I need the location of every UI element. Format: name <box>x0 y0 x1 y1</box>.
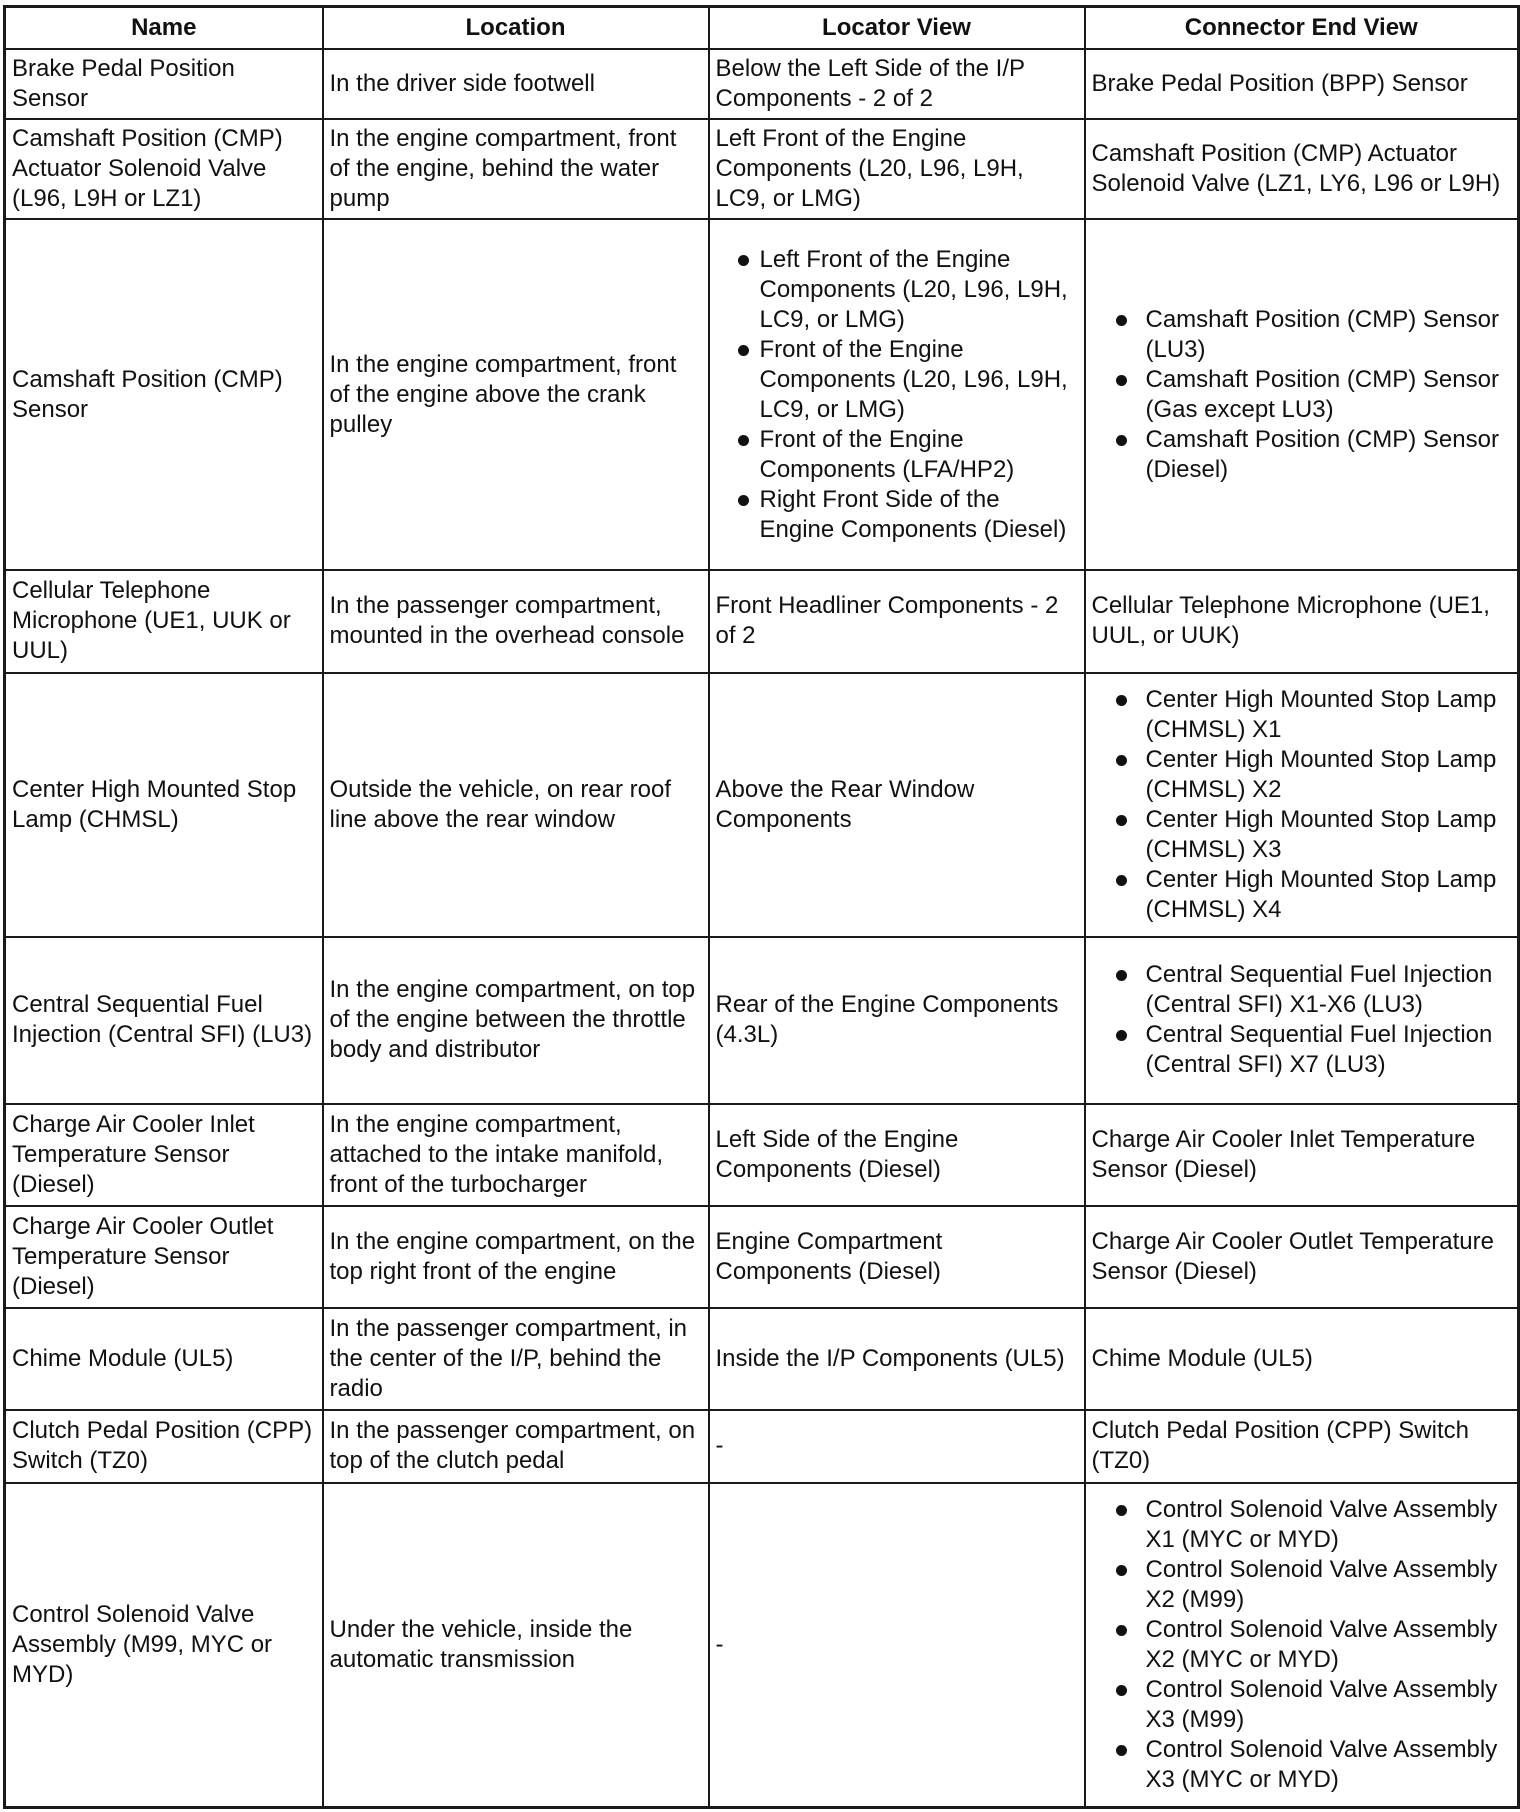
cell-location: In the passenger compartment, mounted in the overhead console <box>323 570 709 672</box>
cell-locator-view: - <box>709 1410 1085 1482</box>
connector-list-item: Center High Mounted Stop Lamp (CHMSL) X3 <box>1092 805 1512 865</box>
table-row <box>5 570 1519 672</box>
table-row <box>5 1410 1519 1482</box>
cell-connector-end-view: Charge Air Cooler Outlet Temperature Sensor (Diesel) <box>1085 1206 1519 1308</box>
cell-locator-view: Inside the I/P Components (UL5) <box>709 1308 1085 1410</box>
locator-list-item: Front of the Engine Components (L20, L96, L9H, LC9, or LMG) <box>716 335 1078 425</box>
cell-connector-end-view: Chime Module (UL5) <box>1085 1308 1519 1410</box>
cell-name: Chime Module (UL5) <box>5 1308 323 1410</box>
cell-location: In the driver side footwell <box>323 49 709 119</box>
cell-locator-view: - <box>709 1483 1085 1808</box>
cell-name: Center High Mounted Stop Lamp (CHMSL) <box>5 673 323 938</box>
cell-name: Charge Air Cooler Outlet Temperature Sensor (Diesel) <box>5 1206 323 1308</box>
table-header-row <box>5 7 1519 50</box>
connector-list-item: Control Solenoid Valve Assembly X2 (MYC or MYD) <box>1092 1615 1512 1675</box>
connector-list-item: Control Solenoid Valve Assembly X3 (MYC or MYD) <box>1092 1735 1512 1795</box>
cell-name: Clutch Pedal Position (CPP) Switch (TZ0) <box>5 1410 323 1482</box>
cell-name: Camshaft Position (CMP) Actuator Solenoid Valve (L96, L9H or LZ1) <box>5 119 323 219</box>
cell-connector-end-view <box>1085 673 1519 938</box>
table-row <box>5 1104 1519 1206</box>
connector-list-item: Center High Mounted Stop Lamp (CHMSL) X1 <box>1092 685 1512 745</box>
cell-connector-end-view: Charge Air Cooler Inlet Temperature Sensor (Diesel) <box>1085 1104 1519 1206</box>
connector-list-item: Central Sequential Fuel Injection (Central SFI) X7 (LU3) <box>1092 1020 1512 1080</box>
table-row <box>5 937 1519 1103</box>
connector-list-item: Central Sequential Fuel Injection (Central SFI) X1-X6 (LU3) <box>1092 960 1512 1020</box>
cell-name: Charge Air Cooler Inlet Temperature Sensor (Diesel) <box>5 1104 323 1206</box>
table-row <box>5 673 1519 938</box>
component-locator-table <box>3 5 1520 1809</box>
cell-locator-view <box>709 219 1085 570</box>
cell-name: Camshaft Position (CMP) Sensor <box>5 219 323 570</box>
table-row <box>5 49 1519 119</box>
connector-list-item: Center High Mounted Stop Lamp (CHMSL) X4 <box>1092 865 1512 925</box>
cell-connector-end-view: Clutch Pedal Position (CPP) Switch (TZ0) <box>1085 1410 1519 1482</box>
connector-list-item: Control Solenoid Valve Assembly X1 (MYC or MYD) <box>1092 1495 1512 1555</box>
connector-list-item: Camshaft Position (CMP) Sensor (LU3) <box>1092 305 1512 365</box>
cell-connector-end-view: Cellular Telephone Microphone (UE1, UUL, or UUK) <box>1085 570 1519 672</box>
connector-list-item: Center High Mounted Stop Lamp (CHMSL) X2 <box>1092 745 1512 805</box>
cell-name: Brake Pedal Position Sensor <box>5 49 323 119</box>
cell-locator-view: Left Front of the Engine Components (L20, L96, L9H, LC9, or LMG) <box>709 119 1085 219</box>
cell-locator-view: Below the Left Side of the I/P Components - 2 of 2 <box>709 49 1085 119</box>
locator-list-item: Front of the Engine Components (LFA/HP2) <box>716 425 1078 485</box>
cell-connector-end-view: Brake Pedal Position (BPP) Sensor <box>1085 49 1519 119</box>
cell-location: In the engine compartment, attached to the intake manifold, front of the turbocharger <box>323 1104 709 1206</box>
cell-location: In the engine compartment, on top of the engine between the throttle body and distributor <box>323 937 709 1103</box>
cell-locator-view: Left Side of the Engine Components (Diesel) <box>709 1104 1085 1206</box>
locator-list-item: Right Front Side of the Engine Components (Diesel) <box>716 485 1078 545</box>
locator-list-item: Left Front of the Engine Components (L20, L96, L9H, LC9, or LMG) <box>716 245 1078 335</box>
header-name: Name <box>5 7 323 50</box>
table-row <box>5 219 1519 570</box>
cell-locator-view: Engine Compartment Components (Diesel) <box>709 1206 1085 1308</box>
cell-connector-end-view <box>1085 219 1519 570</box>
cell-locator-view: Rear of the Engine Components (4.3L) <box>709 937 1085 1103</box>
table-row <box>5 1206 1519 1308</box>
table-row <box>5 1483 1519 1808</box>
cell-location: Under the vehicle, inside the automatic transmission <box>323 1483 709 1808</box>
table-row <box>5 1308 1519 1410</box>
cell-connector-end-view <box>1085 937 1519 1103</box>
connector-list-item: Control Solenoid Valve Assembly X2 (M99) <box>1092 1555 1512 1615</box>
cell-location: In the passenger compartment, on top of the clutch pedal <box>323 1410 709 1482</box>
cell-location: In the passenger compartment, in the center of the I/P, behind the radio <box>323 1308 709 1410</box>
cell-name: Cellular Telephone Microphone (UE1, UUK or UUL) <box>5 570 323 672</box>
cell-connector-end-view: Camshaft Position (CMP) Actuator Solenoid Valve (LZ1, LY6, L96 or L9H) <box>1085 119 1519 219</box>
cell-location: In the engine compartment, on the top right front of the engine <box>323 1206 709 1308</box>
cell-name: Central Sequential Fuel Injection (Central SFI) (LU3) <box>5 937 323 1103</box>
cell-location: Outside the vehicle, on rear roof line above the rear window <box>323 673 709 938</box>
connector-list-item: Camshaft Position (CMP) Sensor (Diesel) <box>1092 425 1512 485</box>
header-connector-end-view: Connector End View <box>1085 7 1519 50</box>
cell-locator-view: Front Headliner Components - 2 of 2 <box>709 570 1085 672</box>
cell-locator-view: Above the Rear Window Components <box>709 673 1085 938</box>
header-location: Location <box>323 7 709 50</box>
cell-location: In the engine compartment, front of the engine above the crank pulley <box>323 219 709 570</box>
connector-list-item: Control Solenoid Valve Assembly X3 (M99) <box>1092 1675 1512 1735</box>
cell-connector-end-view <box>1085 1483 1519 1808</box>
cell-name: Control Solenoid Valve Assembly (M99, MYC or MYD) <box>5 1483 323 1808</box>
cell-location: In the engine compartment, front of the engine, behind the water pump <box>323 119 709 219</box>
header-locator-view: Locator View <box>709 7 1085 50</box>
table-row <box>5 119 1519 219</box>
connector-list-item: Camshaft Position (CMP) Sensor (Gas except LU3) <box>1092 365 1512 425</box>
